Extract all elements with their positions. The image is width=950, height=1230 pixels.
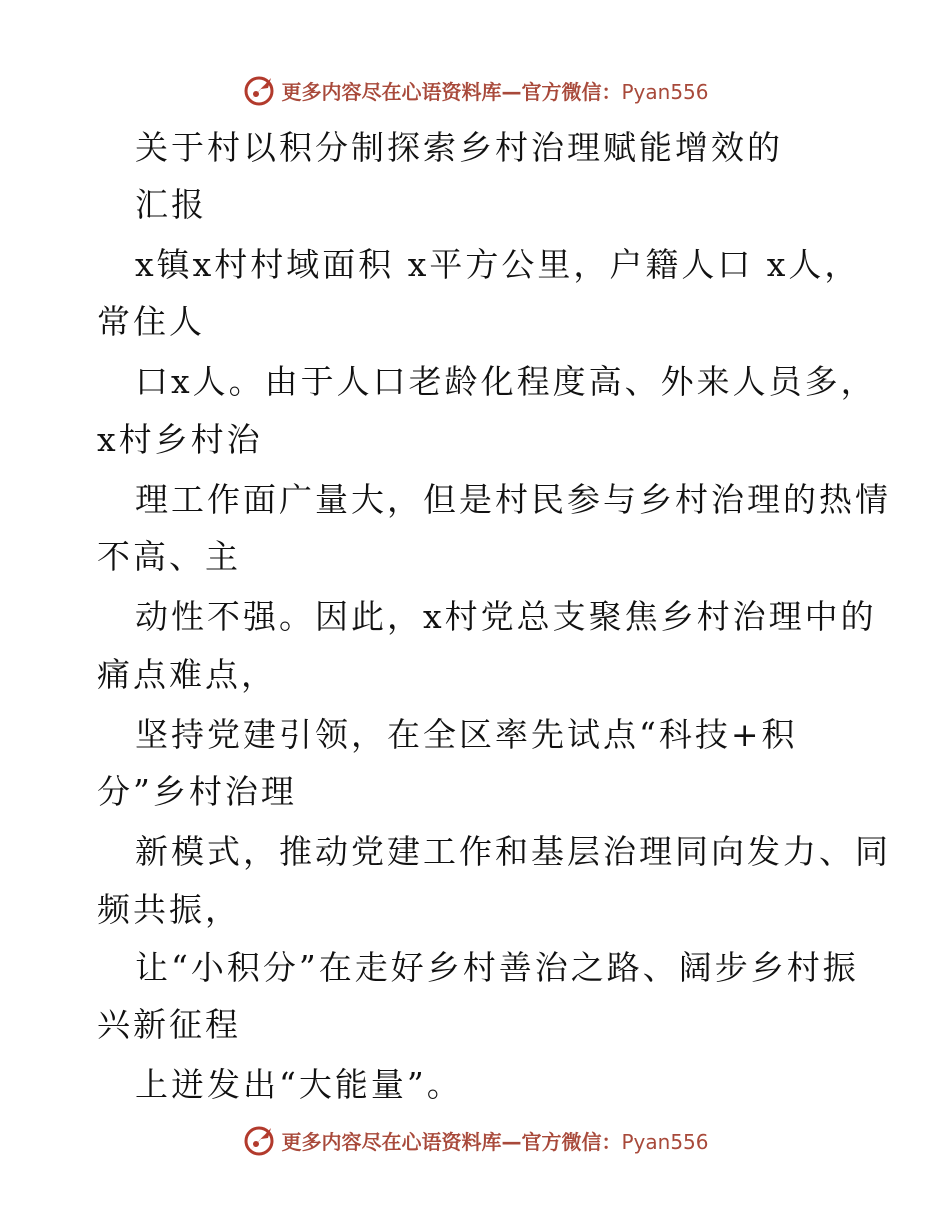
title-line-2: 汇报 bbox=[135, 185, 207, 224]
text-line: 不高、主 bbox=[97, 537, 241, 576]
text-line: 让“小积分”在走好乡村善治之路、阔步乡村振 bbox=[135, 948, 859, 987]
text-line: 兴新征程 bbox=[97, 1005, 241, 1044]
text-line: 上迸发出“大能量”。 bbox=[135, 1065, 463, 1104]
text-line: 坚持党建引领，在全区率先试点“科技+积 bbox=[135, 715, 798, 754]
header-watermark bbox=[0, 70, 950, 110]
text-line: x村乡村治 bbox=[97, 420, 263, 459]
text-line: 分”乡村治理 bbox=[97, 772, 297, 811]
watermark-text: 更多内容尽在心语资料库—官方微信： bbox=[281, 79, 622, 104]
text-line: 痛点难点， bbox=[97, 655, 277, 694]
quill-pen-logo-icon bbox=[241, 72, 277, 108]
watermark-text: 更多内容尽在心语资料库—官方微信： bbox=[281, 1129, 622, 1154]
text-line: 理工作面广量大，但是村民参与乡村治理的热情 bbox=[135, 480, 891, 519]
watermark-id: Pyan556 bbox=[621, 79, 709, 104]
title-line-1: 关于村以积分制探索乡村治理赋能增效的 bbox=[135, 128, 783, 167]
watermark-id: Pyan556 bbox=[621, 1129, 709, 1154]
text-line: x镇x村村域面积 x平方公里，户籍人口 x人， bbox=[135, 245, 861, 284]
quill-pen-logo-icon bbox=[241, 1122, 277, 1158]
footer-watermark bbox=[0, 1120, 950, 1160]
text-line: 口x人。由于人口老龄化程度高、外来人员多， bbox=[135, 362, 877, 401]
text-line: 动性不强。因此，x村党总支聚焦乡村治理中的 bbox=[135, 597, 877, 636]
text-line: 常住人 bbox=[97, 302, 205, 341]
text-line: 新模式，推动党建工作和基层治理同向发力、同 bbox=[135, 832, 891, 871]
text-line: 频共振， bbox=[97, 890, 241, 929]
